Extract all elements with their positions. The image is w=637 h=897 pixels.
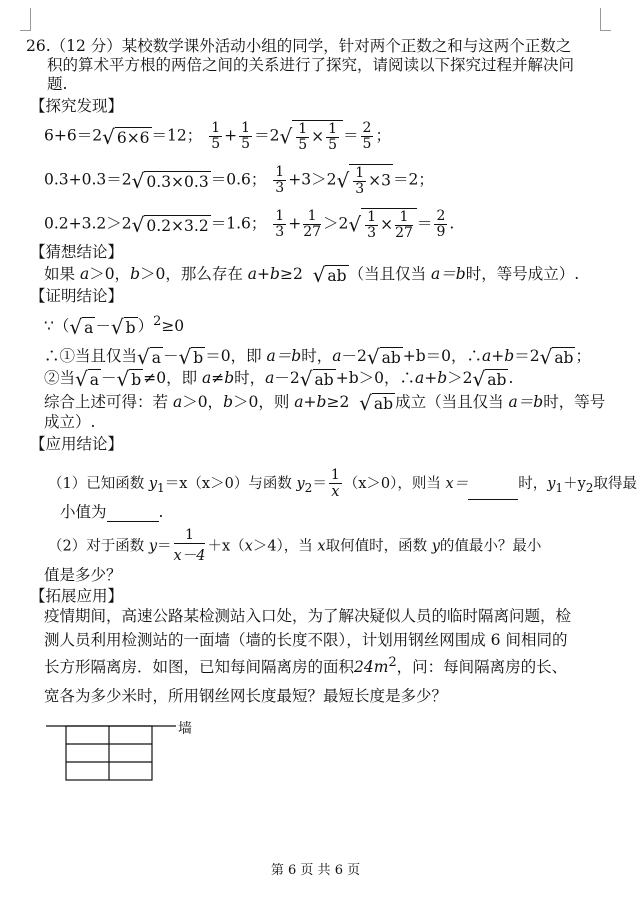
wall-label: 墙 bbox=[178, 721, 192, 737]
extend-line-2: 测人员利用检测站的一面墙（墙的长度不限），计划用钢丝网围成 6 间相同的 bbox=[44, 631, 568, 649]
apply-q1-line-2: 小值为 . bbox=[60, 503, 164, 521]
summary-line-1: 综合上述可得：若 a＞0，b＞0，则 a+b≥2 √ ab 成立（当且仅当 a＝b时，等号 bbox=[44, 391, 606, 415]
section-guess-heading: 【猜想结论】 bbox=[30, 243, 124, 261]
explore-example-1: 6+6＝2√ 6×6 ＝12； $\frac{1}{5}$ + $\frac{1}{5}$ ＝2√ $\frac{1}{5}$ × $\frac{1}{5}$ ＝ $\frac{2}{5}$ ； bbox=[44, 120, 391, 153]
proof-line-3: ②当√ a －√ b ≠0，即 a≠b时，a－2√ ab +b＞0，∴a+b＞2√ ab . bbox=[44, 367, 514, 391]
guess-conclusion: 如果 a＞0，b＞0，那么存在 a+b≥2 √ ab （当且仅当 a＝b时，等号成立）. bbox=[44, 263, 580, 287]
summary-line-2: 成立）. bbox=[44, 413, 96, 431]
extend-line-1: 疫情期间，高速公路某检测站入口处，为了解决疑似人员的临时隔离问题，检 bbox=[44, 607, 572, 625]
section-apply-heading: 【应用结论】 bbox=[30, 435, 124, 453]
section-explore-heading: 【探究发现】 bbox=[30, 97, 124, 115]
apply-q1-line-1: （1）已知函数 $y_1=x(x>0)$与函数 $y_2=$ $\frac{1}{x} (x>0)$，则当 x＝ 时，$y_1+y_2$取得最 bbox=[48, 467, 637, 500]
extend-line-3: 长方形隔离房．如图，已知每间隔离房的面积$24m^2$，问：每间隔离房的长、 bbox=[44, 655, 568, 677]
explore-example-3: 0.2+3.2＞2√ 0.2×3.2 ＝1.6； $\frac{1}{3}$ + $\frac{1}{27}$ ＞2√ $\frac{1}{3}$ × $\frac{1}{27}$ ＝ $\frac{2}{9}$ . bbox=[44, 208, 455, 241]
answer-blank-x[interactable] bbox=[468, 485, 518, 500]
answer-blank-min[interactable] bbox=[107, 507, 159, 522]
corner-mark-right bbox=[600, 8, 611, 31]
apply-q2-line-1: （2）对于函数 y＝ $\frac{1}{x-4} +x(x>4)$，当 x取何值时，函数 y的值最小？最小 bbox=[48, 527, 542, 564]
section-extend-heading: 【拓展应用】 bbox=[30, 587, 124, 605]
page-footer: 第 6 页 共 6 页 bbox=[270, 863, 361, 878]
proof-line-1: ∵（√ a －√ b ）$^2$≥0 bbox=[44, 314, 185, 340]
apply-q2-line-2: 值是多少？ bbox=[44, 566, 122, 584]
proof-line-2: ∴①当且仅当√ a －√ b ＝0，即 a＝b时，a－2√ ab +b＝0，∴a+b＝2√ ab ； bbox=[44, 345, 591, 369]
corner-mark-left bbox=[20, 8, 31, 31]
explore-example-2: 0.3+0.3＝2√ 0.3×0.3 ＝0.6； $\frac{1}{3}$ +3＞2√ $\frac{1}{3}$ ×3 ＝2； bbox=[44, 164, 434, 197]
question-intro-line-2: 积的算术平方根的两倍之间的关系进行了探究，请阅读以下探究过程并解决问 bbox=[47, 56, 575, 74]
question-intro-line-1: 26.（12 分）某校数学课外活动小组的同学，针对两个正数之和与这两个正数之 bbox=[26, 37, 572, 55]
extend-line-4: 宽各为多少米时，所用钢丝网长度最短？最短长度是多少？ bbox=[44, 687, 448, 705]
question-intro-line-3: 题. bbox=[47, 75, 68, 93]
section-proof-heading: 【证明结论】 bbox=[30, 287, 124, 305]
